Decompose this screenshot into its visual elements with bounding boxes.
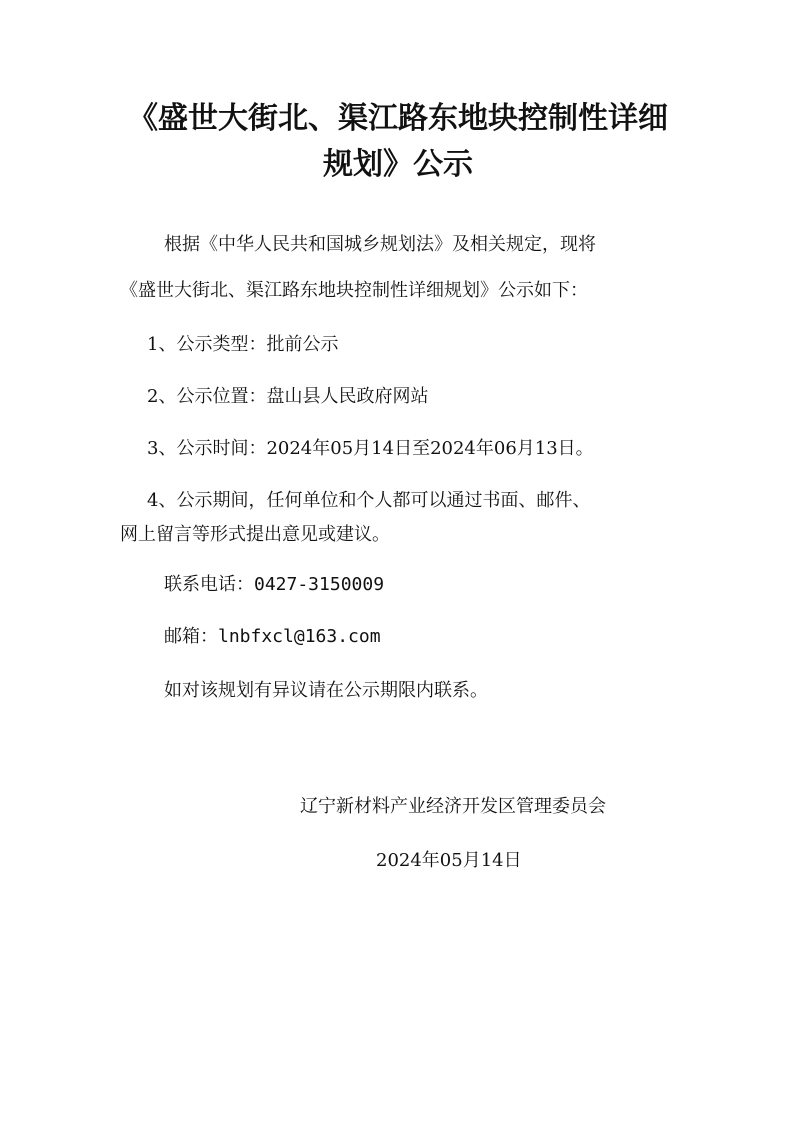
contact-phone-line (164, 562, 384, 608)
contact-email-label: 邮箱： (164, 626, 218, 647)
item-notice-period-line-1: 4、公示期间，任何单位和个人都可以通过书面、邮件、 (147, 490, 591, 511)
objection-note: 如对该规划有异议请在公示期限内联系。 (164, 680, 488, 701)
contact-email-line (164, 614, 381, 660)
contact-phone-number: 0427-3150009 (254, 574, 385, 595)
signature-date: 2024年05月14日 (376, 850, 522, 871)
item-notice-period-line-2: 网上留言等形式提出意见或建议。 (120, 524, 390, 545)
item-notice-time: 3、公示时间：2024年05月14日至2024年06月13日。 (147, 438, 594, 459)
intro-line-1: 根据《中华人民共和国城乡规划法》及相关规定，现将 (164, 234, 596, 255)
contact-phone-label: 联系电话： (164, 574, 254, 595)
contact-email-address: lnbfxcl@163.com (218, 626, 381, 647)
item-notice-type: 1、公示类型：批前公示 (147, 334, 339, 355)
intro-line-2: 《盛世大街北、渠江路东地块控制性详细规划》公示如下： (120, 280, 588, 301)
signature-organization: 辽宁新材料产业经济开发区管理委员会 (300, 796, 606, 817)
document-title: 《盛世大街北、渠江路东地块控制性详细规划》公示 (128, 101, 668, 182)
item-notice-location: 2、公示位置：盘山县人民政府网站 (147, 386, 429, 407)
